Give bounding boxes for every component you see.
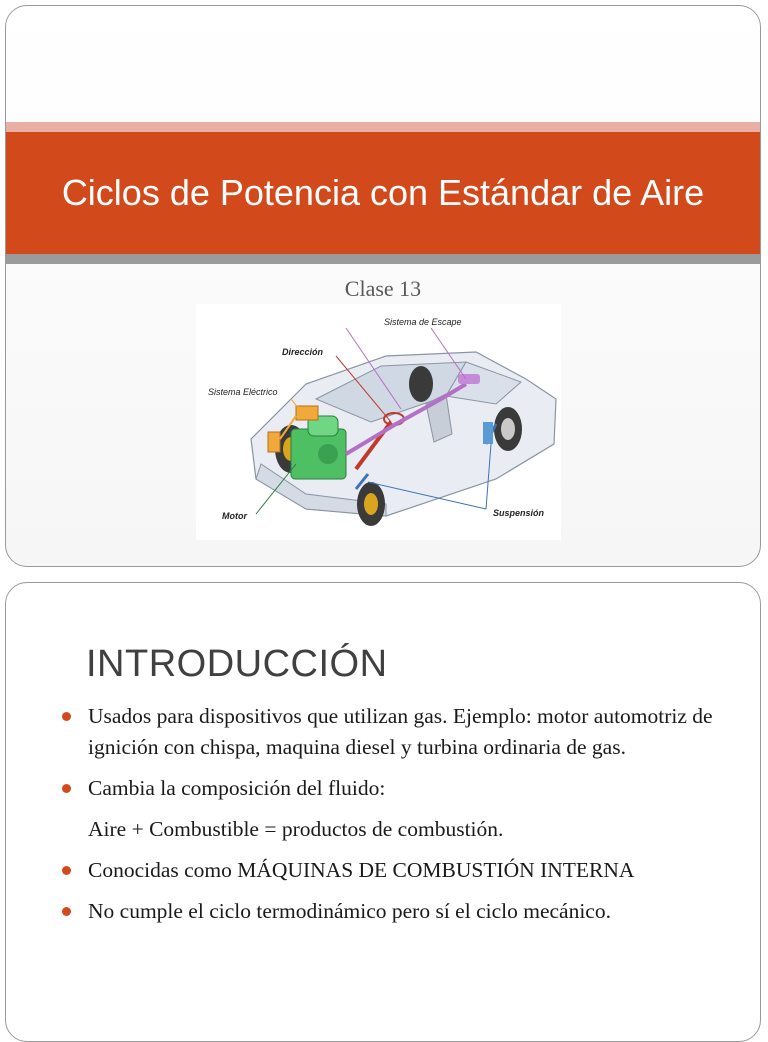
bullet-dot-icon xyxy=(62,907,71,916)
bullet-text: Conocidas como MÁQUINAS DE COMBUSTIÓN INTERNA xyxy=(88,858,635,882)
bullet-dot-icon xyxy=(62,866,71,875)
bullet-list xyxy=(56,701,736,937)
label-direccion: Dirección xyxy=(282,347,324,357)
bullet-text: Aire + Combustible = productos de combustión. xyxy=(88,817,504,841)
bullet-item xyxy=(56,701,736,763)
bullet-text: Usados para dispositivos que utilizan gas. Ejemplo: motor automotriz de ignición con chispa, maquina diesel y turbina ordinaria de gas. xyxy=(88,704,713,759)
slide-heading: INTRODUCCIÓN xyxy=(86,643,388,685)
bullet-item xyxy=(56,773,736,804)
bullet-dot-icon xyxy=(62,712,71,721)
title-slide xyxy=(5,5,761,567)
title-band xyxy=(6,132,760,254)
label-suspension: Suspensión xyxy=(493,508,545,518)
label-escape: Sistema de Escape xyxy=(384,317,462,327)
car-systems-figure xyxy=(196,304,561,540)
bullet-text: No cumple el ciclo termodinámico pero sí el ciclo mecánico. xyxy=(88,899,611,923)
content-slide xyxy=(5,582,761,1042)
car-illustration xyxy=(196,304,561,540)
bullet-continuation xyxy=(56,814,736,845)
label-motor: Motor xyxy=(222,511,247,521)
bullet-text: Cambia la composición del fluido: xyxy=(88,776,386,800)
title-accent-bottom xyxy=(6,254,760,264)
title-accent-top xyxy=(6,122,760,132)
bullet-item xyxy=(56,896,736,927)
bullet-item xyxy=(56,855,736,886)
slide-title: Ciclos de Potencia con Estándar de Aire xyxy=(61,172,705,213)
bullet-dot-icon xyxy=(62,784,71,793)
label-electrico: Sistema Eléctrico xyxy=(208,387,278,397)
slide-subtitle: Clase 13 xyxy=(344,276,422,301)
